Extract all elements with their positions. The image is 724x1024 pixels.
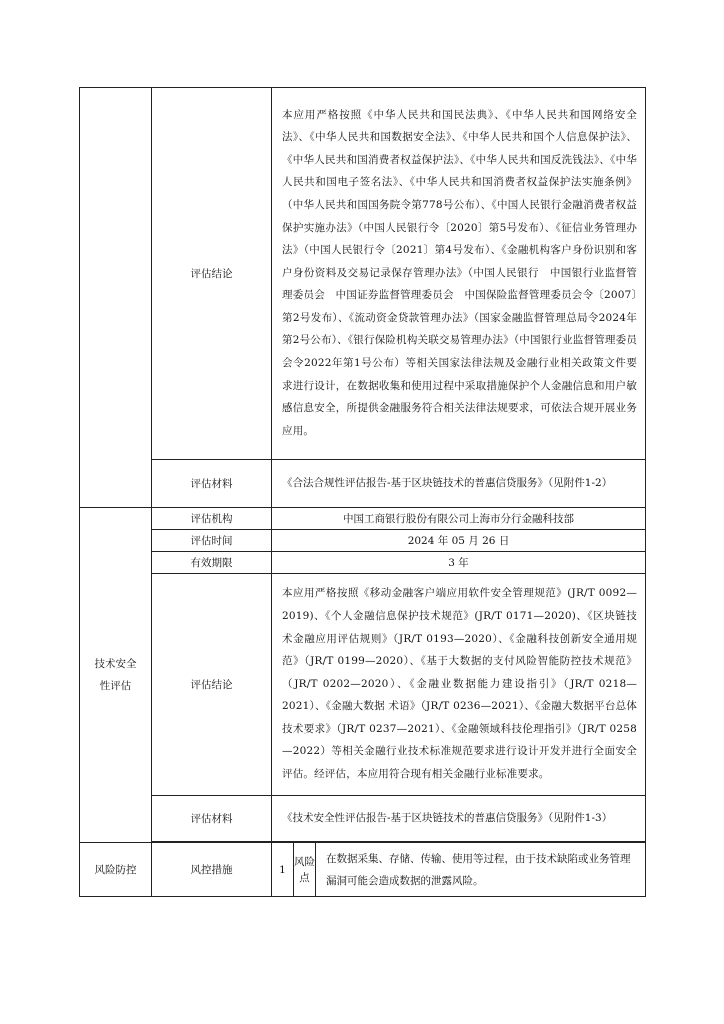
risk-point-text: 在数据采集、存储、传输、使用等过程，由于技术缺陷或业务管理漏洞可能会造成数据的泄露风险。: [316, 843, 646, 897]
tech-time-value: 2024 年 05 月 26 日: [272, 530, 646, 552]
tech-conclusion-text: 本应用严格按照《移动金融客户端应用软件安全管理规范》(JR/T 0092—2019)、《个人金融信息保护技术规范》(JR/T 0171—2020)、《区块链技术金融应用评估规则》（JR/T 0193—2020）、《金融科技创新安全通用规范》（JR/T 0199—2020）、《基于大数据的支付风险智能防控技术规范》（JR/T 0202—2020）、《金融业数据能力建设指引》（JR/T 0218—2021）、《金融大数据 术语》（JR/T 0236—2021）、《金融大数据平台总体技术要求》（JR/T 0237—2021）、《金融领域科技伦理指引》（JR/T 0258—2022）等相关金融行业技术标准规范要求进行设计开发并进行全面安全评估。经评估，本应用符合现有相关金融行业标准要求。: [272, 574, 646, 796]
risk-index: 1: [272, 843, 294, 897]
compliance-section-cell: [80, 88, 152, 508]
tech-time-row: [80, 530, 646, 552]
tech-org-value: 中国工商银行股份有限公司上海市分行金融科技部: [272, 508, 646, 530]
compliance-material-row: [80, 460, 646, 508]
tech-conclusion-row: [80, 574, 646, 796]
compliance-material-label: 评估材料: [152, 460, 272, 508]
tech-conclusion-label: 评估结论: [152, 574, 272, 796]
compliance-conclusion-text: 本应用严格按照《中华人民共和国民法典》、《中华人民共和国网络安全法》、《中华人民共和国数据安全法》、《中华人民共和国个人信息保护法》、《中华人民共和国消费者权益保护法》、《中华人民共和国反洗钱法》、《中华人民共和国电子签名法》、《中华人民共和国消费者权益保护法实施条例》（中华人民共和国国务院令第778号公布）、《中国人民银行金融消费者权益保护实施办法》（中国人民银行令〔2020〕第5号发布）、《征信业务管理办法》（中国人民银行令〔2021〕第4号发布）、《金融机构客户身份识别和客户身份资料及交易记录保存管理办法》（中国人民银行 中国银行业监督管理委员会 中国证券监督管理委员会 中国保险监督管理委员会令〔2007〕第2号发布）、《流动资金贷款管理办法》（国家金融监督管理总局令2024年第2号公布）、《银行保险机构关联交易管理办法》（中国银行业监督管理委员会令2022年第1号公布）等相关国家法律法规及金融行业相关政策文件要求进行设计，在数据收集和使用过程中采取措施保护个人金融信息和用户敏感信息安全，所提供金融服务符合相关法律法规要求，可依法合规开展业务应用。: [272, 88, 646, 460]
risk-section-label: 风险防控: [80, 843, 152, 897]
risk-row: [80, 843, 646, 897]
tech-time-label: 评估时间: [152, 530, 272, 552]
tech-material-row: [80, 796, 646, 842]
tech-validity-label: 有效期限: [152, 552, 272, 574]
compliance-conclusion-label: 评估结论: [152, 88, 272, 460]
tech-material-label: 评估材料: [152, 796, 272, 842]
assessment-table: [79, 87, 646, 897]
risk-measures-label: 风控措施: [152, 843, 272, 897]
compliance-material-text: 《合法合规性评估报告-基于区块链技术的普惠信贷服务》（见附件1-2）: [272, 460, 646, 508]
tech-org-row: [80, 508, 646, 530]
tech-material-text: 《技术安全性评估报告-基于区块链技术的普惠信贷服务》（见附件1-3）: [272, 796, 646, 842]
tech-org-label: 评估机构: [152, 508, 272, 530]
compliance-conclusion-row: [80, 88, 646, 460]
tech-validity-value: 3 年: [272, 552, 646, 574]
tech-validity-row: [80, 552, 646, 574]
risk-point-label: 风险点: [294, 843, 316, 897]
tech-section-label: 技术安全性评估: [80, 508, 152, 843]
